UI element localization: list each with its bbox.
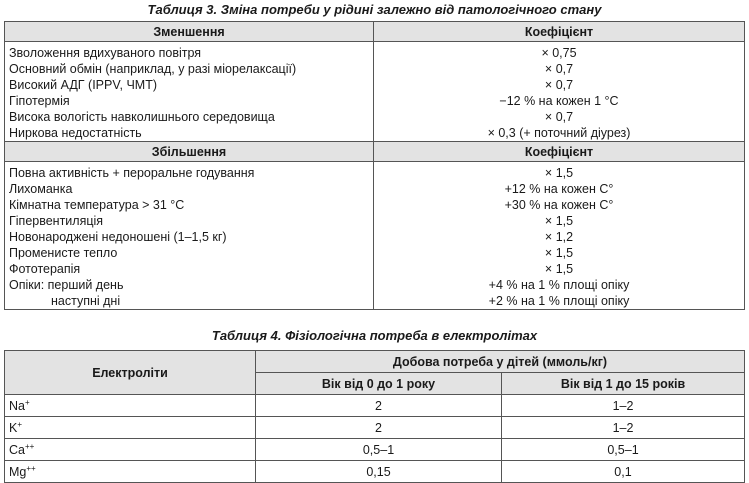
table-row-value: × 0,75 (541, 46, 577, 60)
decrease-values (374, 42, 745, 142)
table-row-label: Опіки: перший день (9, 278, 124, 292)
decrease-labels (5, 42, 374, 142)
table-row-label: Променисте тепло (9, 246, 118, 260)
age-0-1-value: 0,5–1 (256, 439, 502, 461)
table-row-label: Повна активність + пероральне годування (9, 166, 255, 180)
table-row-value: × 0,3 (+ поточний діурез) (487, 126, 631, 140)
table-row-value: +2 % на 1 % площі опіку (488, 294, 630, 308)
charge: + (17, 419, 23, 429)
table-row-label: Новонароджені недоношені (1–1,5 кг) (9, 230, 227, 244)
table-row-value: × 1,5 (544, 166, 574, 180)
table-row-value: × 0,7 (544, 62, 574, 76)
electrolyte-name (5, 417, 256, 439)
table-row-label: Лихоманка (9, 182, 73, 196)
age-1-15-value: 1–2 (502, 417, 745, 439)
age-1-15-header: Вік від 1 до 15 років (502, 373, 745, 395)
table-row-value: +30 % на кожен С° (504, 198, 614, 212)
table-row-value: × 1,5 (544, 246, 574, 260)
table-row-label: Гіпервентиляція (9, 214, 104, 228)
charge: ++ (24, 441, 35, 451)
table-row-value: +12 % на кожен С° (504, 182, 614, 196)
age-1-15-value: 0,5–1 (502, 439, 745, 461)
header-row-group (5, 351, 745, 373)
charge: ++ (26, 463, 36, 473)
table-row-label: Висока вологість навколишнього середовища (9, 110, 275, 124)
table-row-label: Фототерапія (9, 262, 81, 276)
table-row-label: наступні дні (51, 294, 121, 308)
table-row-label: Ниркова недостатність (9, 126, 142, 140)
electrolyte-name (5, 461, 256, 483)
element-symbol: K (9, 420, 18, 435)
coefficient-header: Коефіцієнт (374, 142, 745, 162)
age-0-1-value: 0,15 (256, 461, 502, 483)
table-row-value: +4 % на 1 % площі опіку (488, 278, 630, 292)
table-row-label: Високий АДГ (IPPV, ЧМТ) (9, 78, 158, 92)
coefficient-header: Коефіцієнт (374, 22, 745, 42)
table-row-value: × 1,5 (544, 262, 574, 276)
electrolyte-name (5, 395, 256, 417)
decrease-header: Зменшення (5, 22, 374, 42)
increase-values (374, 162, 745, 310)
table-row-value: × 1,5 (544, 214, 574, 228)
age-0-1-value: 2 (256, 417, 502, 439)
element-symbol: Mg (9, 464, 27, 479)
table-row-value: × 0,7 (544, 78, 574, 92)
increase-labels (5, 162, 374, 310)
increase-body-row (5, 162, 745, 310)
table-row-value: −12 % на кожен 1 °С (499, 94, 619, 108)
table-row (5, 461, 745, 483)
age-1-15-value: 0,1 (502, 461, 745, 483)
table-row-label: Зволоження вдихуваного повітря (9, 46, 202, 60)
age-1-15-value: 1–2 (502, 395, 745, 417)
table-row-value: × 0,7 (544, 110, 574, 124)
daily-need-header: Добова потреба у дітей (ммоль/кг) (256, 351, 745, 373)
table4-caption: Таблиця 4. Фізіологічна потреба в електролітах (211, 328, 538, 343)
age-0-1-header: Вік від 0 до 1 року (256, 373, 502, 395)
table-row-label: Гіпотермія (9, 94, 70, 108)
increase-header: Збільшення (5, 142, 374, 162)
table-row (5, 395, 745, 417)
table-row (5, 439, 745, 461)
electrolyte-name (5, 439, 256, 461)
decrease-body-row (5, 42, 745, 142)
table-row (5, 417, 745, 439)
table3-caption: Таблиця 3. Зміна потреби у рідині залежно від патологічного стану (147, 2, 602, 17)
decrease-header-row (5, 22, 745, 42)
electrolytes-header: Електроліти (5, 351, 256, 395)
element-symbol: Na (9, 398, 25, 413)
charge: + (24, 397, 30, 407)
increase-header-row (5, 142, 745, 162)
table-row-label: Основний обмін (наприклад, у разі міорелаксації) (9, 62, 297, 76)
electrolyte-requirement-table (4, 350, 745, 483)
table-row-value: × 1,2 (544, 230, 574, 244)
table-row-label: Кімнатна температура > 31 °С (9, 198, 185, 212)
fluid-requirement-table (4, 21, 745, 310)
element-symbol: Ca (9, 442, 25, 457)
age-0-1-value: 2 (256, 395, 502, 417)
